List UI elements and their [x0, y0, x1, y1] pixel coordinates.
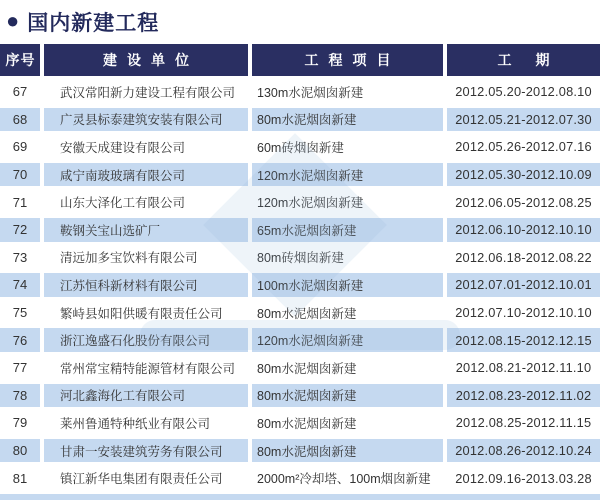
table-header-row [0, 44, 600, 76]
partial-next-row [0, 491, 600, 500]
row-number-cell: 67 [0, 78, 40, 106]
company-cell: 武汉常阳新力建设工程有限公司 [44, 78, 248, 106]
row-number-cell: 75 [0, 299, 40, 327]
period-cell: 2012.06.10-2012.10.10 [447, 216, 600, 244]
company-cell: 河北鑫海化工有限公司 [44, 382, 248, 410]
project-cell: 80m水泥烟囱新建 [252, 354, 443, 382]
project-cell: 130m水泥烟囱新建 [252, 78, 443, 106]
period-cell: 2012.06.05-2012.08.25 [447, 188, 600, 216]
period-cell: 2012.08.26-2012.10.24 [447, 437, 600, 465]
row-number-cell: 72 [0, 216, 40, 244]
table-row [0, 161, 600, 189]
company-cell: 清远加多宝饮料有限公司 [44, 244, 248, 272]
table-row [0, 188, 600, 216]
period-cell: 2012.05.21-2012.07.30 [447, 106, 600, 134]
table-row [0, 464, 600, 492]
table-row [0, 106, 600, 134]
project-cell: 80m水泥烟囱新建 [252, 382, 443, 410]
table-row [0, 437, 600, 465]
period-cell: 2012.08.21-2012.11.10 [447, 354, 600, 382]
project-cell: 2000m²冷却塔、100m烟囱新建 [252, 464, 443, 492]
row-number-cell: 70 [0, 161, 40, 189]
company-cell: 常州常宝精特能源管材有限公司 [44, 354, 248, 382]
company-cell: 浙江逸盛石化股份有限公司 [44, 326, 248, 354]
table-row [0, 409, 600, 437]
table-row [0, 244, 600, 272]
table-row [0, 78, 600, 106]
bullet-icon: ● [6, 8, 20, 33]
table-row [0, 326, 600, 354]
period-cell: 2012.05.26-2012.07.16 [447, 133, 600, 161]
company-cell: 莱州鲁通特种纸业有限公司 [44, 409, 248, 437]
table-body [0, 78, 600, 492]
period-cell: 2012.05.20-2012.08.10 [447, 78, 600, 106]
row-number-cell: 71 [0, 188, 40, 216]
project-cell: 120m水泥烟囱新建 [252, 161, 443, 189]
table-row [0, 354, 600, 382]
company-cell: 甘肃一安装建筑劳务有限公司 [44, 437, 248, 465]
table-row [0, 271, 600, 299]
company-cell: 镇江新华电集团有限责任公司 [44, 464, 248, 492]
projects-table [0, 44, 600, 492]
period-cell: 2012.05.30-2012.10.09 [447, 161, 600, 189]
period-cell: 2012.07.10-2012.10.10 [447, 299, 600, 327]
row-number-cell: 74 [0, 271, 40, 299]
company-cell: 江苏恒科新材料有限公司 [44, 271, 248, 299]
table-row [0, 133, 600, 161]
company-cell: 咸宁南玻玻璃有限公司 [44, 161, 248, 189]
section-title-bar [0, 0, 600, 44]
company-cell: 广灵县标泰建筑安装有限公司 [44, 106, 248, 134]
period-cell: 2012.08.15-2012.12.15 [447, 326, 600, 354]
table-row [0, 299, 600, 327]
row-number-cell: 68 [0, 106, 40, 134]
project-cell: 80m水泥烟囱新建 [252, 299, 443, 327]
project-cell: 80m水泥烟囱新建 [252, 106, 443, 134]
project-cell: 100m水泥烟囱新建 [252, 271, 443, 299]
row-number-cell: 76 [0, 326, 40, 354]
row-number-cell: 80 [0, 437, 40, 465]
project-cell: 80m砖烟囱新建 [252, 244, 443, 272]
period-cell: 2012.08.23-2012.11.02 [447, 382, 600, 410]
period-cell: 2012.06.18-2012.08.22 [447, 244, 600, 272]
row-number-cell: 81 [0, 464, 40, 492]
header-cell-period: 工期 [447, 44, 600, 76]
project-cell: 80m水泥烟囱新建 [252, 437, 443, 465]
company-cell: 安徽天成建设有限公司 [44, 133, 248, 161]
project-cell: 60m砖烟囱新建 [252, 133, 443, 161]
period-cell: 2012.09.16-2013.03.28 [447, 464, 600, 492]
table-row [0, 216, 600, 244]
project-cell: 80m水泥烟囱新建 [252, 409, 443, 437]
period-cell: 2012.07.01-2012.10.01 [447, 271, 600, 299]
row-number-cell: 73 [0, 244, 40, 272]
row-number-cell: 77 [0, 354, 40, 382]
project-cell: 65m水泥烟囱新建 [252, 216, 443, 244]
company-cell: 山东大泽化工有限公司 [44, 188, 248, 216]
company-cell: 鞍钢关宝山选矿厂 [44, 216, 248, 244]
row-number-cell: 69 [0, 133, 40, 161]
period-cell: 2012.08.25-2012.11.15 [447, 409, 600, 437]
row-number-cell: 79 [0, 409, 40, 437]
table-row [0, 382, 600, 410]
header-cell-no: 序号 [0, 44, 40, 76]
project-cell: 120m水泥烟囱新建 [252, 326, 443, 354]
row-number-cell: 78 [0, 382, 40, 410]
header-cell-company: 建设单位 [44, 44, 248, 76]
project-cell: 120m水泥烟囱新建 [252, 188, 443, 216]
company-cell: 繁峙县如阳供暖有限责任公司 [44, 299, 248, 327]
page-title: 国内新建工程 [27, 12, 160, 35]
header-cell-project: 工程项目 [252, 44, 443, 76]
